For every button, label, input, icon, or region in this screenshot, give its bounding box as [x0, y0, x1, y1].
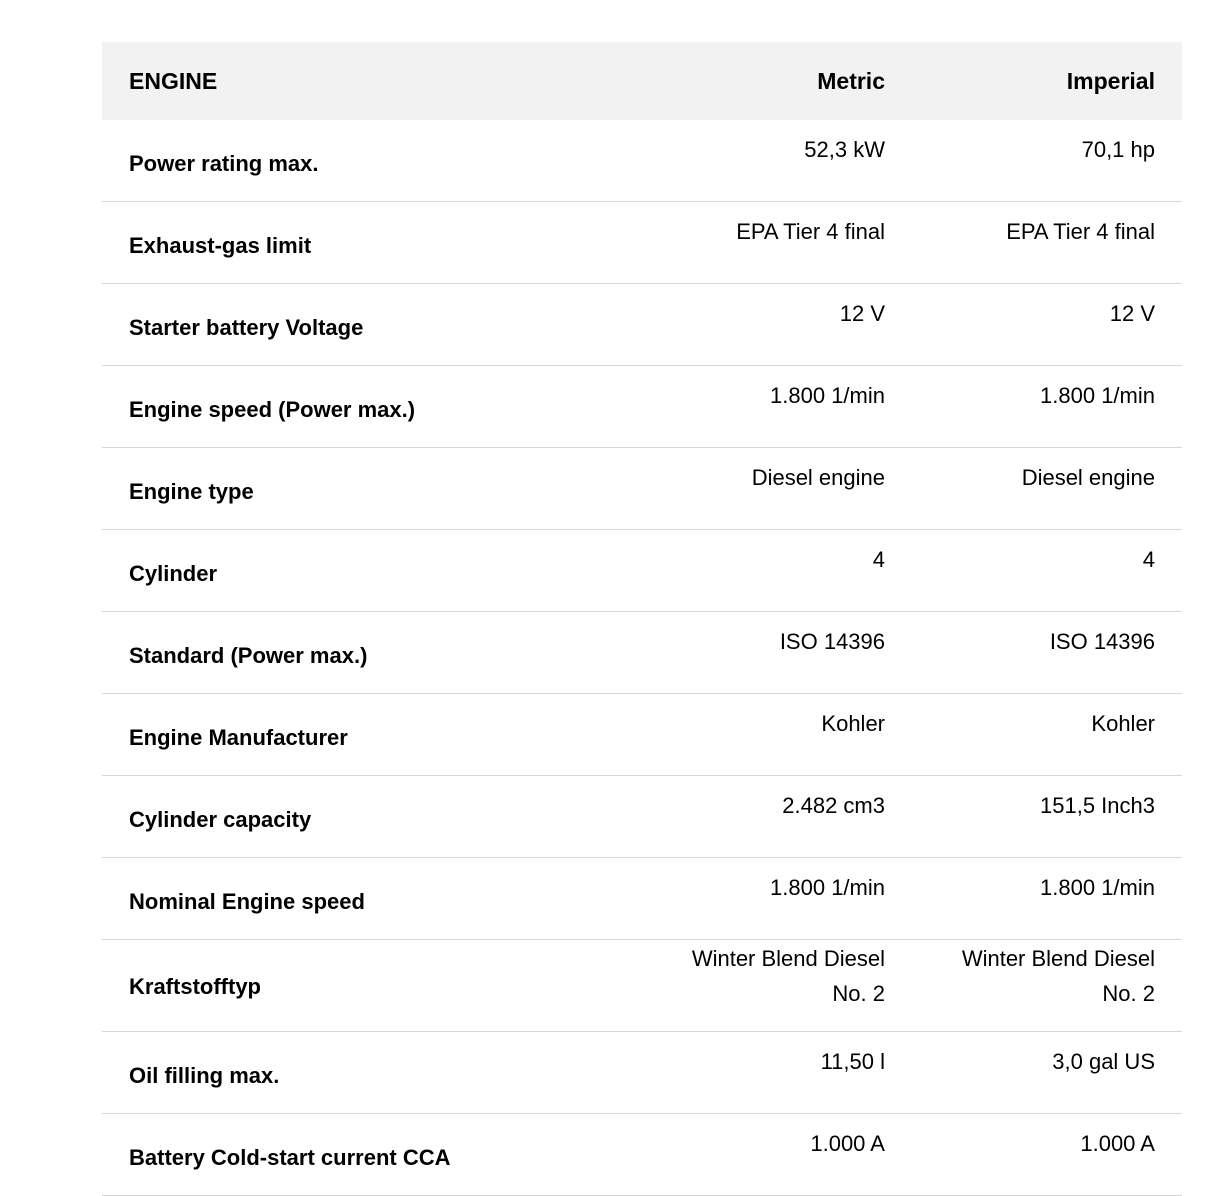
- metric-value: 52,3 kW: [804, 137, 885, 162]
- engine-spec-table: [102, 42, 1182, 1196]
- table-row: [102, 202, 1182, 284]
- row-label: Engine type: [129, 479, 254, 504]
- table-row: [102, 694, 1182, 776]
- imperial-value: 151,5 Inch3: [1040, 793, 1155, 818]
- metric-value: 11,50 l: [820, 1049, 885, 1074]
- metric-value: EPA Tier 4 final: [736, 219, 885, 244]
- metric-value: Winter Blend Diesel No. 2: [691, 946, 885, 1006]
- table-row: [102, 366, 1182, 448]
- table-row: [102, 120, 1182, 202]
- section-title: ENGINE: [129, 67, 218, 94]
- row-label: Starter battery Voltage: [129, 315, 364, 340]
- row-label: Nominal Engine speed: [129, 889, 365, 914]
- imperial-value: ISO 14396: [1049, 629, 1155, 654]
- metric-value: 4: [872, 547, 885, 572]
- table-row: [102, 530, 1182, 612]
- table-row: [102, 1114, 1182, 1196]
- row-label: Engine Manufacturer: [129, 725, 348, 750]
- table-row: [102, 612, 1182, 694]
- metric-value: 1.000 A: [810, 1131, 885, 1156]
- row-label: Battery Cold-start current CCA: [129, 1145, 451, 1170]
- imperial-value: Winter Blend Diesel No. 2: [961, 946, 1155, 1006]
- metric-value: Diesel engine: [751, 465, 885, 490]
- row-label: Standard (Power max.): [129, 643, 368, 668]
- imperial-value: Kohler: [1091, 711, 1155, 736]
- metric-value: 1.800 1/min: [770, 383, 885, 408]
- row-label: Oil filling max.: [129, 1063, 280, 1088]
- metric-value: 12 V: [839, 301, 885, 326]
- table-body: [102, 120, 1182, 1196]
- table-row: [102, 284, 1182, 366]
- metric-value: 2.482 cm3: [782, 793, 885, 818]
- imperial-column-header: Imperial: [1066, 67, 1155, 94]
- row-label: Cylinder: [129, 561, 218, 586]
- imperial-value: 1.800 1/min: [1040, 383, 1155, 408]
- row-label: Power rating max.: [129, 151, 319, 176]
- imperial-value: 4: [1142, 547, 1155, 572]
- header-row: [102, 42, 1182, 120]
- imperial-value: 1.000 A: [1080, 1131, 1155, 1156]
- row-label: Exhaust-gas limit: [129, 233, 312, 258]
- metric-value: ISO 14396: [779, 629, 885, 654]
- imperial-value: 1.800 1/min: [1040, 875, 1155, 900]
- table-row: [102, 448, 1182, 530]
- metric-value: Kohler: [821, 711, 885, 736]
- table-row: [102, 858, 1182, 940]
- row-label: Engine speed (Power max.): [129, 397, 416, 422]
- imperial-value: Diesel engine: [1021, 465, 1155, 490]
- metric-column-header: Metric: [817, 67, 885, 94]
- table-header: [102, 42, 1182, 120]
- imperial-value: EPA Tier 4 final: [1006, 219, 1155, 244]
- table-row: [102, 940, 1182, 1032]
- imperial-value: 12 V: [1109, 301, 1155, 326]
- table-row: [102, 776, 1182, 858]
- metric-value: 1.800 1/min: [770, 875, 885, 900]
- table-row: [102, 1032, 1182, 1114]
- imperial-value: 70,1 hp: [1081, 137, 1155, 162]
- imperial-value: 3,0 gal US: [1052, 1049, 1155, 1074]
- row-label: Cylinder capacity: [129, 807, 312, 832]
- row-label: Kraftstofftyp: [129, 974, 261, 999]
